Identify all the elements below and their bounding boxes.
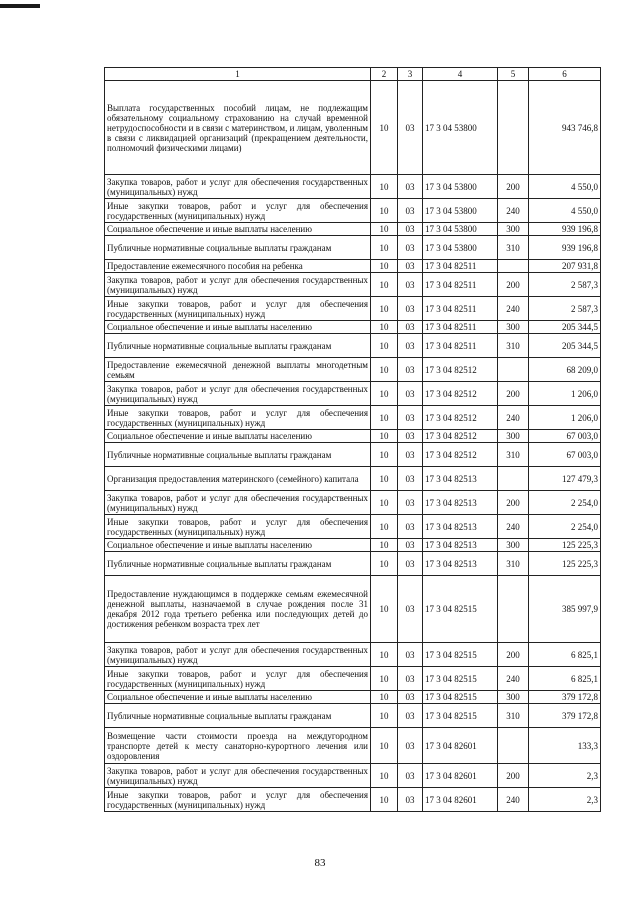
row-expense-type: 300	[498, 430, 529, 443]
header-col-1: 1	[105, 68, 371, 81]
row-target-article: 17 3 04 82511	[423, 334, 498, 358]
row-subsection: 03	[398, 443, 423, 467]
row-subsection: 03	[398, 430, 423, 443]
row-amount: 127 479,3	[529, 467, 601, 491]
row-name: Предоставление ежемесячного пособия на ребенка	[105, 260, 371, 273]
row-target-article: 17 3 04 82515	[423, 704, 498, 728]
row-subsection: 03	[398, 539, 423, 552]
row-section: 10	[371, 382, 398, 406]
row-name: Публичные нормативные социальные выплаты гражданам	[105, 236, 371, 260]
row-amount: 2 254,0	[529, 515, 601, 539]
row-amount: 4 550,0	[529, 175, 601, 199]
table-row	[105, 576, 601, 643]
row-amount: 6 825,1	[529, 643, 601, 667]
row-subsection: 03	[398, 691, 423, 704]
row-subsection: 03	[398, 382, 423, 406]
row-section: 10	[371, 430, 398, 443]
row-expense-type: 200	[498, 643, 529, 667]
row-section: 10	[371, 539, 398, 552]
row-name: Предоставление нуждающимся в поддержке семьям ежемесячной денежной выплаты, назначаемой в случае рождения после 31 декабря 2012 года третьего ребенка или последующих детей до достижения ребенком возраста трех лет	[105, 576, 371, 643]
row-target-article: 17 3 04 82511	[423, 321, 498, 334]
row-amount: 2 254,0	[529, 491, 601, 515]
row-section: 10	[371, 467, 398, 491]
row-subsection: 03	[398, 236, 423, 260]
header-col-5: 5	[498, 68, 529, 81]
table-row	[105, 728, 601, 764]
row-target-article: 17 3 04 82513	[423, 539, 498, 552]
row-name: Социальное обеспечение и иные выплаты населению	[105, 321, 371, 334]
row-section: 10	[371, 764, 398, 788]
row-subsection: 03	[398, 358, 423, 382]
row-name: Социальное обеспечение и иные выплаты населению	[105, 223, 371, 236]
row-amount: 2,3	[529, 764, 601, 788]
row-target-article: 17 3 04 82512	[423, 382, 498, 406]
row-amount: 2 587,3	[529, 273, 601, 297]
row-amount: 2 587,3	[529, 297, 601, 321]
row-name: Социальное обеспечение и иные выплаты населению	[105, 430, 371, 443]
row-expense-type: 310	[498, 443, 529, 467]
row-target-article: 17 3 04 82601	[423, 764, 498, 788]
row-subsection: 03	[398, 704, 423, 728]
row-amount: 67 003,0	[529, 443, 601, 467]
row-target-article: 17 3 04 82513	[423, 467, 498, 491]
row-expense-type: 300	[498, 691, 529, 704]
row-amount: 207 931,8	[529, 260, 601, 273]
row-subsection: 03	[398, 764, 423, 788]
row-expense-type	[498, 260, 529, 273]
row-section: 10	[371, 334, 398, 358]
row-section: 10	[371, 515, 398, 539]
row-expense-type: 200	[498, 491, 529, 515]
row-target-article: 17 3 04 82513	[423, 515, 498, 539]
row-target-article: 17 3 04 82601	[423, 788, 498, 812]
row-amount: 943 746,8	[529, 81, 601, 175]
table-row	[105, 704, 601, 728]
row-subsection: 03	[398, 667, 423, 691]
table-row	[105, 321, 601, 334]
row-name: Закупка товаров, работ и услуг для обеспечения государственных (муниципальных) нужд	[105, 175, 371, 199]
row-section: 10	[371, 552, 398, 576]
row-section: 10	[371, 643, 398, 667]
row-target-article: 17 3 04 82515	[423, 691, 498, 704]
table-row	[105, 788, 601, 812]
header-col-4: 4	[423, 68, 498, 81]
table-row	[105, 467, 601, 491]
row-expense-type	[498, 81, 529, 175]
row-section: 10	[371, 260, 398, 273]
row-expense-type: 240	[498, 297, 529, 321]
row-expense-type	[498, 467, 529, 491]
row-expense-type: 240	[498, 667, 529, 691]
table-row	[105, 297, 601, 321]
row-section: 10	[371, 175, 398, 199]
row-expense-type: 200	[498, 764, 529, 788]
row-section: 10	[371, 321, 398, 334]
row-subsection: 03	[398, 643, 423, 667]
row-section: 10	[371, 297, 398, 321]
row-name: Организация предоставления материнского (семейного) капитала	[105, 467, 371, 491]
row-target-article: 17 3 04 53800	[423, 199, 498, 223]
row-expense-type: 200	[498, 382, 529, 406]
row-amount: 125 225,3	[529, 552, 601, 576]
row-name: Закупка товаров, работ и услуг для обеспечения государственных (муниципальных) нужд	[105, 764, 371, 788]
row-expense-type: 240	[498, 199, 529, 223]
row-name: Иные закупки товаров, работ и услуг для обеспечения государственных (муниципальных) нужд	[105, 667, 371, 691]
row-name: Иные закупки товаров, работ и услуг для обеспечения государственных (муниципальных) нужд	[105, 297, 371, 321]
row-name: Иные закупки товаров, работ и услуг для обеспечения государственных (муниципальных) нужд	[105, 788, 371, 812]
row-name: Закупка товаров, работ и услуг для обеспечения государственных (муниципальных) нужд	[105, 382, 371, 406]
row-section: 10	[371, 443, 398, 467]
row-section: 10	[371, 81, 398, 175]
row-amount: 125 225,3	[529, 539, 601, 552]
row-name: Иные закупки товаров, работ и услуг для обеспечения государственных (муниципальных) нужд	[105, 515, 371, 539]
row-amount: 385 997,9	[529, 576, 601, 643]
row-subsection: 03	[398, 788, 423, 812]
table-row	[105, 236, 601, 260]
table-row	[105, 382, 601, 406]
row-subsection: 03	[398, 467, 423, 491]
table-row	[105, 199, 601, 223]
row-section: 10	[371, 199, 398, 223]
row-expense-type: 300	[498, 321, 529, 334]
row-amount: 205 344,5	[529, 334, 601, 358]
row-target-article: 17 3 04 82512	[423, 358, 498, 382]
row-target-article: 17 3 04 53800	[423, 81, 498, 175]
table-row	[105, 515, 601, 539]
row-subsection: 03	[398, 223, 423, 236]
table-header-row	[105, 68, 601, 81]
table-row	[105, 81, 601, 175]
row-subsection: 03	[398, 260, 423, 273]
row-section: 10	[371, 491, 398, 515]
row-section: 10	[371, 406, 398, 430]
table-row	[105, 491, 601, 515]
row-expense-type: 240	[498, 406, 529, 430]
row-target-article: 17 3 04 82511	[423, 260, 498, 273]
row-amount: 205 344,5	[529, 321, 601, 334]
table-row	[105, 334, 601, 358]
table-row	[105, 443, 601, 467]
table-row	[105, 406, 601, 430]
table-row	[105, 260, 601, 273]
row-expense-type: 310	[498, 236, 529, 260]
table-body	[105, 81, 601, 812]
row-section: 10	[371, 704, 398, 728]
row-target-article: 17 3 04 82515	[423, 643, 498, 667]
row-amount: 4 550,0	[529, 199, 601, 223]
row-target-article: 17 3 04 82601	[423, 728, 498, 764]
table-row	[105, 552, 601, 576]
row-target-article: 17 3 04 82512	[423, 406, 498, 430]
page-number: 83	[314, 857, 326, 869]
row-expense-type: 310	[498, 334, 529, 358]
row-subsection: 03	[398, 576, 423, 643]
row-expense-type: 200	[498, 273, 529, 297]
scan-edge-mark	[0, 4, 40, 8]
table-row	[105, 175, 601, 199]
row-amount: 939 196,8	[529, 236, 601, 260]
row-section: 10	[371, 236, 398, 260]
row-amount: 67 003,0	[529, 430, 601, 443]
row-name: Закупка товаров, работ и услуг для обеспечения государственных (муниципальных) нужд	[105, 273, 371, 297]
row-subsection: 03	[398, 175, 423, 199]
row-section: 10	[371, 728, 398, 764]
row-target-article: 17 3 04 82513	[423, 491, 498, 515]
row-section: 10	[371, 358, 398, 382]
table-row	[105, 430, 601, 443]
row-amount: 379 172,8	[529, 704, 601, 728]
row-section: 10	[371, 576, 398, 643]
row-section: 10	[371, 788, 398, 812]
row-expense-type: 310	[498, 704, 529, 728]
row-subsection: 03	[398, 406, 423, 430]
row-expense-type	[498, 576, 529, 643]
row-subsection: 03	[398, 552, 423, 576]
table-row	[105, 643, 601, 667]
row-amount: 133,3	[529, 728, 601, 764]
table-row	[105, 667, 601, 691]
row-amount: 379 172,8	[529, 691, 601, 704]
row-target-article: 17 3 04 53800	[423, 175, 498, 199]
row-expense-type: 300	[498, 223, 529, 236]
row-amount: 6 825,1	[529, 667, 601, 691]
header-col-6: 6	[529, 68, 601, 81]
row-amount: 939 196,8	[529, 223, 601, 236]
row-amount: 68 209,0	[529, 358, 601, 382]
row-amount: 1 206,0	[529, 406, 601, 430]
row-name: Социальное обеспечение и иные выплаты населению	[105, 539, 371, 552]
budget-table	[104, 67, 601, 812]
row-expense-type: 240	[498, 515, 529, 539]
row-section: 10	[371, 691, 398, 704]
row-name: Иные закупки товаров, работ и услуг для обеспечения государственных (муниципальных) нужд	[105, 199, 371, 223]
row-target-article: 17 3 04 82511	[423, 273, 498, 297]
table-row	[105, 358, 601, 382]
row-target-article: 17 3 04 82512	[423, 443, 498, 467]
row-subsection: 03	[398, 515, 423, 539]
row-amount: 1 206,0	[529, 382, 601, 406]
row-name: Закупка товаров, работ и услуг для обеспечения государственных (муниципальных) нужд	[105, 491, 371, 515]
table-row	[105, 691, 601, 704]
row-name: Публичные нормативные социальные выплаты гражданам	[105, 704, 371, 728]
row-subsection: 03	[398, 199, 423, 223]
row-target-article: 17 3 04 53800	[423, 236, 498, 260]
row-name: Выплата государственных пособий лицам, не подлежащим обязательному социальному страхованию на случай временной нетрудоспособности и в связи с материнством, и лицам, уволенным в связи с ликвидацией организаций (прекращением деятельности, полномочий физическими лицами)	[105, 81, 371, 175]
header-col-2: 2	[371, 68, 398, 81]
table-row	[105, 273, 601, 297]
header-col-3: 3	[398, 68, 423, 81]
row-subsection: 03	[398, 334, 423, 358]
row-name: Публичные нормативные социальные выплаты гражданам	[105, 443, 371, 467]
row-name: Социальное обеспечение и иные выплаты населению	[105, 691, 371, 704]
row-subsection: 03	[398, 297, 423, 321]
table-row	[105, 539, 601, 552]
row-section: 10	[371, 667, 398, 691]
row-subsection: 03	[398, 273, 423, 297]
table-row	[105, 223, 601, 236]
row-expense-type: 300	[498, 539, 529, 552]
row-name: Возмещение части стоимости проезда на междугородном транспорте детей к месту санаторно-курортного лечения или оздоровления	[105, 728, 371, 764]
table-row	[105, 764, 601, 788]
row-target-article: 17 3 04 53800	[423, 223, 498, 236]
row-target-article: 17 3 04 82512	[423, 430, 498, 443]
row-expense-type: 200	[498, 175, 529, 199]
row-amount: 2,3	[529, 788, 601, 812]
row-section: 10	[371, 273, 398, 297]
row-expense-type	[498, 358, 529, 382]
row-subsection: 03	[398, 491, 423, 515]
row-name: Публичные нормативные социальные выплаты гражданам	[105, 334, 371, 358]
row-name: Предоставление ежемесячной денежной выплаты многодетным семьям	[105, 358, 371, 382]
row-name: Иные закупки товаров, работ и услуг для обеспечения государственных (муниципальных) нужд	[105, 406, 371, 430]
row-target-article: 17 3 04 82515	[423, 667, 498, 691]
row-target-article: 17 3 04 82513	[423, 552, 498, 576]
row-expense-type	[498, 728, 529, 764]
row-subsection: 03	[398, 728, 423, 764]
row-expense-type: 310	[498, 552, 529, 576]
row-section: 10	[371, 223, 398, 236]
row-subsection: 03	[398, 81, 423, 175]
row-name: Публичные нормативные социальные выплаты гражданам	[105, 552, 371, 576]
row-name: Закупка товаров, работ и услуг для обеспечения государственных (муниципальных) нужд	[105, 643, 371, 667]
row-target-article: 17 3 04 82511	[423, 297, 498, 321]
row-subsection: 03	[398, 321, 423, 334]
row-target-article: 17 3 04 82515	[423, 576, 498, 643]
row-expense-type: 240	[498, 788, 529, 812]
